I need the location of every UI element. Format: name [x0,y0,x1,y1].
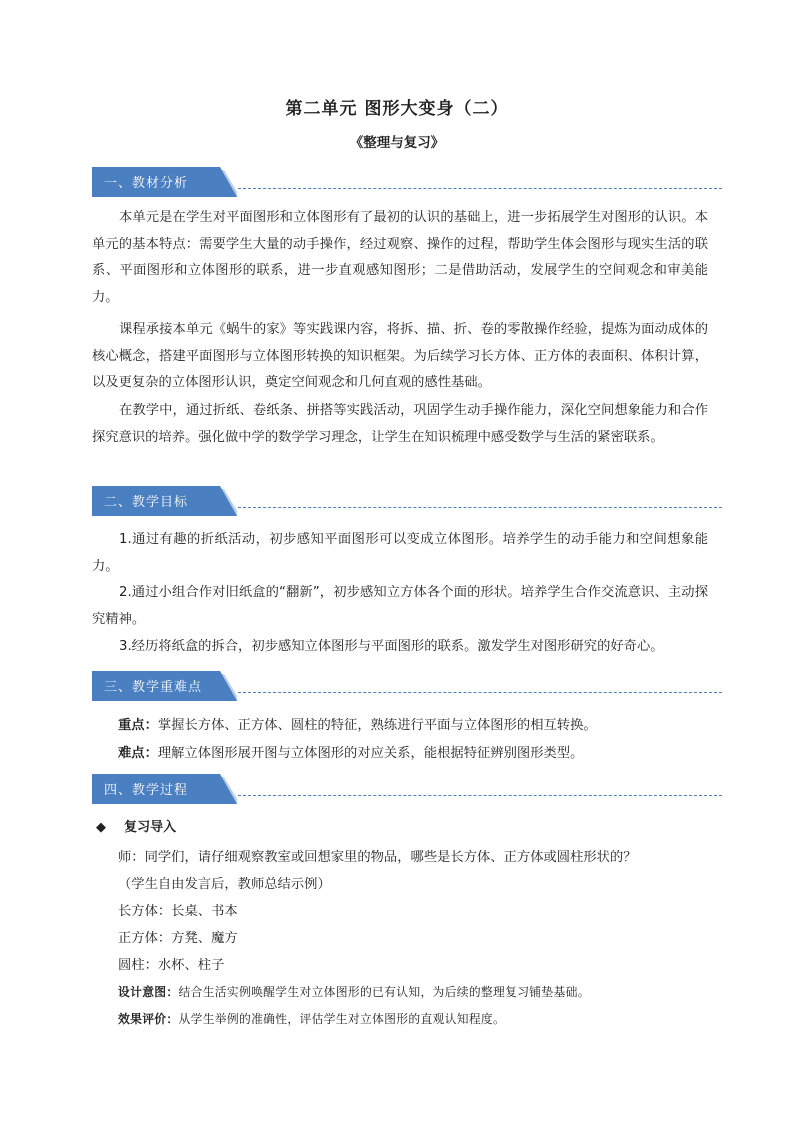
effect-evaluation-label: 效果评价： [118,1012,179,1026]
analysis-paragraph-3: 在教学中，通过折纸、卷纸条、拼搭等实践活动，巩固学生动手操作能力，深化空间想象能力和合作探究意识的培养。强化做中学的数学学习理念，让学生在知识梳理中感受数学与生活的紧密联系。 [92,403,708,445]
section-divider [238,188,722,189]
effect-evaluation-text: 从学生举例的准确性，评估学生对立体图形的直观认知程度。 [178,1012,506,1026]
difficult-point [118,742,583,761]
section-header-process [92,774,722,804]
analysis-paragraph-1: 本单元是在学生对平面图形和立体图形有了最初的认识的基础上，进一步拓展学生对图形的认识。本单元的基本特点：需要学生大量的动手操作，经过观察、操作的过程，帮助学生体会图形与现实生活的联系、平面图形和立体图形的联系，进一步直观感知图形；二是借助活动，发展学生的空间观念和审美能力。 [92,210,708,305]
section-divider [238,507,722,508]
page-title: 第二单元 图形大变身（二） [285,99,509,119]
key-point-label: 重点： [118,718,158,733]
teacher-question: 师：同学们，请仔细观察教室或回想家里的物品，哪些是长方体、正方体或圆柱形状的？ [118,850,637,865]
page-subtitle: 《整理与复习》 [349,135,445,151]
design-intent-label: 设计意图： [118,985,179,999]
process-step-heading [96,816,176,835]
design-intent [118,983,590,1000]
section-header-goals [92,486,722,516]
key-point [118,714,597,733]
difficult-point-label: 难点： [118,746,158,761]
difficult-point-text: 理解立体图形展开图与立体图形的对应关系，能根据特征辨别图形类型。 [157,746,584,761]
goal-1: 1.通过有趣的折纸活动，初步感知平面图形可以变成立体图形。培养学生的动手能力和空间想象能力。 [92,532,708,574]
diamond-bullet-icon: ◆ [96,820,106,835]
section-divider [238,795,722,796]
section-label: 一、教材分析 [104,176,189,191]
process-step-title: 复习导入 [124,820,177,835]
goal-2: 2.通过小组合作对旧纸盒的“翻新”，初步感知立方体各个面的形状。培养学生合作交流意识、主动探究精神。 [92,585,708,627]
effect-evaluation [118,1010,505,1027]
section-divider [238,692,722,693]
example-cylinder: 圆柱：水杯、柱子 [118,958,225,973]
goal-3: 3.经历将纸盒的拆合，初步感知立体图形与平面图形的联系。激发学生对图形研究的好奇心。 [119,639,664,654]
section-label: 三、教学重难点 [104,680,203,695]
section-header-analysis [92,167,722,197]
section-label: 二、教学目标 [104,495,189,510]
section-label: 四、教学过程 [104,783,189,798]
teacher-aside: （学生自由发言后，教师总结示例） [118,877,331,892]
example-cube: 正方体：方凳、魔方 [118,931,238,946]
analysis-paragraph-2: 课程承接本单元《蜗牛的家》等实践课内容，将拆、描、折、卷的零散操作经验，提炼为面动成体的核心概念，搭建平面图形与立体图形转换的知识框架。为后续学习长方体、正方体的表面积、体积计算，以及更复杂的立体图形认识，奠定空间观念和几何直观的感性基础。 [92,322,708,390]
section-header-keypoints [92,671,722,701]
key-point-text: 掌握长方体、正方体、圆柱的特征，熟练进行平面与立体图形的相互转换。 [157,718,597,733]
design-intent-text: 结合生活实例唤醒学生对立体图形的已有认知，为后续的整理复习铺垫基础。 [178,985,590,999]
example-cuboid: 长方体：长桌、书本 [118,904,238,919]
